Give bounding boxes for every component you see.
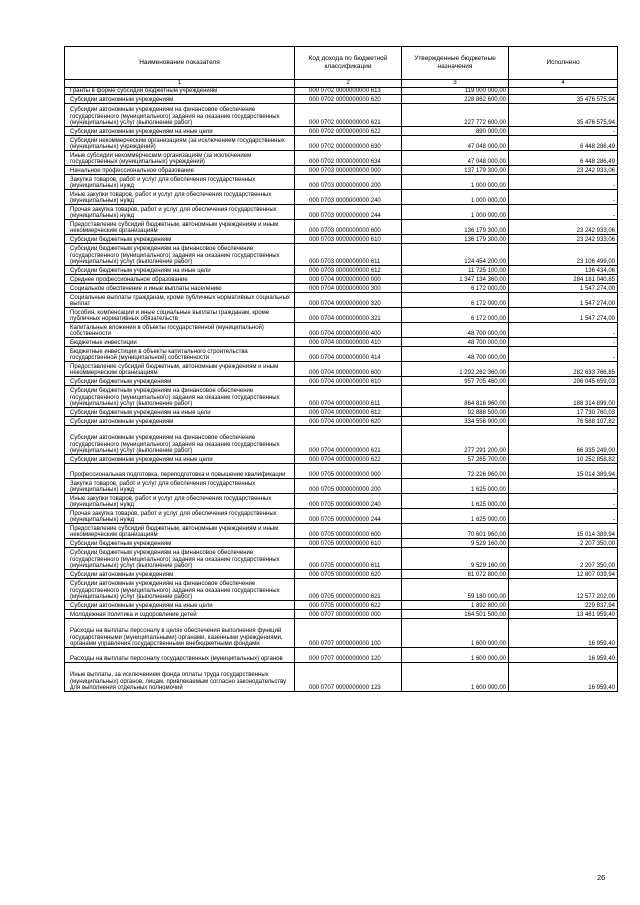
cell-code: 000 0705 0000000000 244 — [295, 509, 402, 524]
cell-done: 35 476 575,94 — [509, 104, 618, 127]
cell-code: 000 0703 0000000000 244 — [295, 205, 402, 220]
cell-plan: 47 048 000,00 — [402, 136, 509, 151]
table-row — [65, 308, 618, 323]
cell-code: 000 0705 0000000000 000 — [295, 464, 402, 479]
cell-plan: 890 000,00 — [402, 127, 509, 136]
cell-code: 000 0704 0000000000 600 — [295, 362, 402, 377]
table-row — [65, 362, 618, 377]
cell-plan: 1 000 000,00 — [402, 190, 509, 205]
cell-done: 76 588 107,82 — [509, 417, 618, 426]
cell-plan: 1 600 000,00 — [402, 619, 509, 648]
table-header-row — [65, 47, 618, 80]
cell-done: 229 837,94 — [509, 601, 618, 610]
table-row — [65, 464, 618, 479]
cell-plan: 48 700 000,00 — [402, 338, 509, 347]
cell-code: 000 0707 0000000000 123 — [295, 663, 402, 692]
cell-plan: 164 501 500,00 — [402, 610, 509, 619]
table-row — [65, 386, 618, 408]
cell-name: Иные закупки товаров, работ и услуг для обеспечения государственных (муниципальных) нужд — [65, 190, 295, 205]
table-row — [65, 127, 618, 136]
table-row — [65, 426, 618, 455]
cell-plan: 11 725 100,00 — [402, 266, 509, 275]
cell-name: Гранты в форме субсидии бюджетным учреждениям — [65, 88, 295, 95]
cell-done: 16 959,40 — [509, 663, 618, 692]
cell-code: 000 0704 0000000000 621 — [295, 426, 402, 455]
cell-plan: 61 072 800,00 — [402, 570, 509, 579]
cell-done: 15 014 389,94 — [509, 464, 618, 479]
header-done: Исполнено — [509, 47, 618, 80]
cell-name: Субсидии бюджетным учреждениям на финансовое обеспечение государственного (муниципального) задания на оказание государственных (муниципальных) услуг (выполнение работ) — [65, 386, 295, 408]
table-body — [65, 88, 618, 692]
cell-name: Предоставление субсидий бюджетным, автономным учреждениям и иным некоммерческим организациям — [65, 524, 295, 539]
table-row — [65, 136, 618, 151]
cell-code: 000 0707 0000000000 100 — [295, 619, 402, 648]
table-row — [65, 166, 618, 175]
cell-code: 000 0702 0000000000 634 — [295, 151, 402, 166]
cell-plan: 227 772 600,00 — [402, 104, 509, 127]
cell-code: 000 0705 0000000000 621 — [295, 579, 402, 601]
table-row — [65, 610, 618, 619]
cell-done: 2 207 350,00 — [509, 548, 618, 570]
table-row — [65, 190, 618, 205]
table-row — [65, 151, 618, 166]
cell-plan: 1 625 000,00 — [402, 479, 509, 494]
cell-code: 000 0707 0000000000 120 — [295, 648, 402, 663]
cell-name: Субсидии автономным учреждениям — [65, 95, 295, 104]
table-row — [65, 95, 618, 104]
column-number: 4 — [509, 80, 618, 88]
cell-code: 000 0704 0000000000 611 — [295, 386, 402, 408]
cell-done: 1 547 274,00 — [509, 293, 618, 308]
cell-name: Прочая закупка товаров, работ и услуг для обеспечения государственных (муниципальных) нужд — [65, 509, 295, 524]
cell-code: 000 0707 0000000000 000 — [295, 610, 402, 619]
cell-name: Закупка товаров, работ и услуг для обеспечения государственных (муниципальных) нужд — [65, 479, 295, 494]
header-plan: Утвержденные бюджетные назначения — [402, 47, 509, 80]
cell-code: 000 0704 0000000000 414 — [295, 347, 402, 362]
table-row — [65, 284, 618, 293]
cell-done: 6 448 286,49 — [509, 151, 618, 166]
table-row — [65, 524, 618, 539]
cell-plan: 864 816 960,00 — [402, 386, 509, 408]
table-row — [65, 539, 618, 548]
cell-name: Расходы на выплаты персоналу государственных (муниципальных) органов — [65, 648, 295, 663]
table-row — [65, 323, 618, 338]
table-row — [65, 220, 618, 235]
column-number: 1 — [65, 80, 295, 88]
cell-name: Иные закупки товаров, работ и услуг для обеспечения государственных (муниципальных) нужд — [65, 494, 295, 509]
cell-code: 000 0703 0000000000 610 — [295, 235, 402, 244]
cell-done: 136 434,06 — [509, 266, 618, 275]
cell-code: 000 0703 0000000000 200 — [295, 175, 402, 190]
cell-plan: 1 000 000,00 — [402, 175, 509, 190]
cell-name: Молодежная политика и оздоровление детей — [65, 610, 295, 619]
cell-done: 10 252 858,82 — [509, 455, 618, 464]
cell-plan: 1 625 000,00 — [402, 509, 509, 524]
cell-name: Предоставление субсидий бюджетным, автономным учреждениям и иным некоммерческим организациям — [65, 362, 295, 377]
cell-plan: 9 529 160,00 — [402, 548, 509, 570]
cell-done: - — [509, 323, 618, 338]
cell-name: Бюджетные инвестиции в объекты капитального строительства государственной (муниципальной) собственности — [65, 347, 295, 362]
cell-name: Начальное профессиональное образование — [65, 166, 295, 175]
cell-plan: 1 600 000,00 — [402, 663, 509, 692]
cell-plan: 6 172 000,00 — [402, 293, 509, 308]
cell-plan: 1 600 000,00 — [402, 648, 509, 663]
cell-done: - — [509, 479, 618, 494]
budget-execution-table — [64, 46, 618, 692]
cell-name: Субсидии автономным учреждениям на финансовое обеспечение государственного (муниципального) задания на оказание государственных (муниципальных) услуг (выполнение работ) — [65, 426, 295, 455]
table-row — [65, 408, 618, 417]
cell-plan: 48 700 000,00 — [402, 323, 509, 338]
table-row — [65, 570, 618, 579]
cell-plan: 1 000 000,00 — [402, 205, 509, 220]
cell-done: 12 807 039,94 — [509, 570, 618, 579]
cell-code: 000 0704 0000000000 622 — [295, 455, 402, 464]
cell-plan: 119 000 000,00 — [402, 88, 509, 95]
cell-name: Субсидии бюджетным учреждениям — [65, 539, 295, 548]
table-row — [65, 601, 618, 610]
cell-done: - — [509, 347, 618, 362]
cell-code: 000 0705 0000000000 610 — [295, 539, 402, 548]
cell-done: 12 577 202,00 — [509, 579, 618, 601]
header-code: Код дохода по бюджетной классификации — [295, 47, 402, 80]
cell-name: Капитальные вложения в объекты государственной (муниципальной) собственности — [65, 323, 295, 338]
cell-done: 284 181 040,85 — [509, 275, 618, 284]
cell-plan: 9 529 160,00 — [402, 539, 509, 548]
cell-plan: 1 625 000,00 — [402, 494, 509, 509]
cell-code: 000 0704 0000000000 300 — [295, 284, 402, 293]
cell-name: Субсидии бюджетным учреждениям на иные цели — [65, 266, 295, 275]
table-row — [65, 347, 618, 362]
cell-plan: 6 172 000,00 — [402, 284, 509, 293]
cell-done: - — [509, 127, 618, 136]
cell-name: Среднее профессиональное образование — [65, 275, 295, 284]
cell-plan: 136 179 300,00 — [402, 235, 509, 244]
cell-plan: 1 892 800,00 — [402, 601, 509, 610]
cell-code: 000 0705 0000000000 240 — [295, 494, 402, 509]
cell-name: Субсидии автономным учреждениям на финансовое обеспечение государственного (муниципального) задания на оказание государственных (муниципальных) услуг (выполнение работ) — [65, 104, 295, 127]
cell-code: 000 0702 0000000000 613 — [295, 88, 402, 95]
cell-code: 000 0702 0000000000 622 — [295, 127, 402, 136]
cell-plan: 92 888 500,00 — [402, 408, 509, 417]
cell-plan: 137 179 300,00 — [402, 166, 509, 175]
cell-plan: 6 172 000,00 — [402, 308, 509, 323]
table-row — [65, 235, 618, 244]
table-row — [65, 619, 618, 648]
cell-done: - — [509, 205, 618, 220]
cell-plan: 124 454 200,00 — [402, 244, 509, 266]
cell-done: 282 633 766,85 — [509, 362, 618, 377]
cell-code: 000 0703 0000000000 612 — [295, 266, 402, 275]
table-row — [65, 205, 618, 220]
cell-name: Закупка товаров, работ и услуг для обеспечения государственных (муниципальных) нужд — [65, 175, 295, 190]
cell-plan: 957 705 460,00 — [402, 377, 509, 386]
cell-code: 000 0705 0000000000 620 — [295, 570, 402, 579]
cell-done — [509, 88, 618, 95]
cell-name: Профессиональная подготовка, переподготовка и повышение квалификации — [65, 464, 295, 479]
cell-done: 6 448 286,49 — [509, 136, 618, 151]
table-row — [65, 479, 618, 494]
cell-name: Субсидии некоммерческим организациям (за исключением государственных (муниципальных) учреждений) — [65, 136, 295, 151]
cell-code: 000 0705 0000000000 611 — [295, 548, 402, 570]
cell-done: - — [509, 338, 618, 347]
cell-done: 16 959,40 — [509, 648, 618, 663]
cell-code: 000 0704 0000000000 620 — [295, 417, 402, 426]
cell-done: 1 547 274,00 — [509, 308, 618, 323]
cell-code: 000 0703 0000000000 611 — [295, 244, 402, 266]
cell-code: 000 0705 0000000000 600 — [295, 524, 402, 539]
cell-name: Расходы на выплаты персоналу в целях обеспечения выполнения функций государственными (муниципальными) органами, казенными учреждениями, органами управления государственными внебюджетными фондами — [65, 619, 295, 648]
cell-done: 66 335 249,00 — [509, 426, 618, 455]
cell-name: Субсидии автономным учреждениям на иные цели — [65, 455, 295, 464]
column-number-row — [65, 80, 618, 88]
cell-code: 000 0704 0000000000 321 — [295, 308, 402, 323]
table-row — [65, 88, 618, 95]
cell-name: Субсидии автономным учреждениям — [65, 570, 295, 579]
table-row — [65, 266, 618, 275]
table-row — [65, 244, 618, 266]
cell-name: Социальное обеспечение и иные выплаты населению — [65, 284, 295, 293]
table-row — [65, 579, 618, 601]
cell-code: 000 0704 0000000000 000 — [295, 275, 402, 284]
cell-name: Субсидии автономным учреждениям на финансовое обеспечение государственного (муниципального) задания на оказание государственных (муниципальных) услуг (выполнение работ) — [65, 579, 295, 601]
cell-plan: 1 292 262 360,00 — [402, 362, 509, 377]
cell-plan: 57 265 700,00 — [402, 455, 509, 464]
cell-plan: 334 556 900,00 — [402, 417, 509, 426]
table-row — [65, 494, 618, 509]
cell-plan: 1 347 134 360,00 — [402, 275, 509, 284]
cell-done: - — [509, 509, 618, 524]
cell-code: 000 0704 0000000000 400 — [295, 323, 402, 338]
header-name: Наименование показателя — [65, 47, 295, 80]
cell-done: 23 242 933,06 — [509, 235, 618, 244]
cell-plan: 59 180 000,00 — [402, 579, 509, 601]
cell-code: 000 0704 0000000000 610 — [295, 377, 402, 386]
cell-done: - — [509, 190, 618, 205]
table-row — [65, 663, 618, 692]
table-row — [65, 417, 618, 426]
cell-code: 000 0703 0000000000 000 — [295, 166, 402, 175]
table-row — [65, 377, 618, 386]
cell-name: Субсидии бюджетным учреждениям — [65, 377, 295, 386]
cell-name: Предоставление субсидий бюджетным, автономным учреждениям и иным некоммерческим организациям — [65, 220, 295, 235]
page-number: 26 — [597, 873, 606, 882]
cell-done: 23 242 933,06 — [509, 166, 618, 175]
cell-name: Пособия, компенсации и иные социальные выплаты гражданам, кроме публичных нормативных обязательств — [65, 308, 295, 323]
cell-code: 000 0705 0000000000 622 — [295, 601, 402, 610]
cell-plan: 70 601 960,00 — [402, 524, 509, 539]
cell-name: Иные выплаты, за исключением фонда оплаты труда государственных (муниципальных) органов, лицам, привлекаемым согласно законодательству для выполнения отдельных полномочий — [65, 663, 295, 692]
cell-done: 23 242 933,06 — [509, 220, 618, 235]
cell-name: Иные субсидии некоммерческим организациям (за исключением государственных (муниципальных) учреждений) — [65, 151, 295, 166]
cell-plan: 277 291 200,00 — [402, 426, 509, 455]
cell-name: Субсидии бюджетным учреждениям на иные цели — [65, 408, 295, 417]
cell-name: Субсидии бюджетным учреждениям на финансовое обеспечение государственного (муниципального) задания на оказание государственных (муниципальных) услуг (выполнение работ) — [65, 244, 295, 266]
cell-done: - — [509, 494, 618, 509]
table-row — [65, 338, 618, 347]
cell-name: Бюджетные инвестиции — [65, 338, 295, 347]
table-row — [65, 648, 618, 663]
cell-code: 000 0702 0000000000 630 — [295, 136, 402, 151]
table-row — [65, 293, 618, 308]
cell-done: 17 730 760,03 — [509, 408, 618, 417]
cell-code: 000 0702 0000000000 621 — [295, 104, 402, 127]
cell-code: 000 0703 0000000000 240 — [295, 190, 402, 205]
cell-done: 1 547 274,00 — [509, 284, 618, 293]
cell-done: 188 314 899,00 — [509, 386, 618, 408]
cell-name: Прочая закупка товаров, работ и услуг для обеспечения государственных (муниципальных) нужд — [65, 205, 295, 220]
cell-code: 000 0703 0000000000 600 — [295, 220, 402, 235]
cell-done: 15 014 389,94 — [509, 524, 618, 539]
cell-plan: 228 862 600,00 — [402, 95, 509, 104]
table-row — [65, 548, 618, 570]
table-row — [65, 275, 618, 284]
cell-code: 000 0704 0000000000 410 — [295, 338, 402, 347]
table-row — [65, 509, 618, 524]
cell-plan: 47 048 000,00 — [402, 151, 509, 166]
cell-code: 000 0705 0000000000 200 — [295, 479, 402, 494]
cell-name: Субсидии бюджетным учреждениям — [65, 235, 295, 244]
table-row — [65, 175, 618, 190]
cell-done: 13 461 959,40 — [509, 610, 618, 619]
cell-name: Субсидии автономным учреждениям — [65, 417, 295, 426]
budget-table-sheet — [64, 46, 617, 692]
cell-code: 000 0704 0000000000 612 — [295, 408, 402, 417]
cell-plan: 48 700 000,00 — [402, 347, 509, 362]
cell-done: 35 476 575,94 — [509, 95, 618, 104]
column-number: 2 — [295, 80, 402, 88]
column-number: 3 — [402, 80, 509, 88]
cell-name: Субсидии бюджетным учреждениям на финансовое обеспечение государственного (муниципального) задания на оказание государственных (муниципальных) услуг (выполнение работ) — [65, 548, 295, 570]
cell-done: 2 207 350,00 — [509, 539, 618, 548]
cell-done: 206 045 659,03 — [509, 377, 618, 386]
cell-done: 23 106 499,00 — [509, 244, 618, 266]
cell-name: Субсидии автономным учреждениям на иные цели — [65, 127, 295, 136]
cell-done: - — [509, 175, 618, 190]
table-row — [65, 104, 618, 127]
cell-done: 16 959,40 — [509, 619, 618, 648]
cell-plan: 136 179 300,00 — [402, 220, 509, 235]
cell-name: Социальные выплаты гражданам, кроме публичных нормативных социальных выплат — [65, 293, 295, 308]
cell-name: Субсидии автономным учреждениям на иные цели — [65, 601, 295, 610]
cell-plan: 72 226 960,00 — [402, 464, 509, 479]
table-row — [65, 455, 618, 464]
cell-code: 000 0702 0000000000 620 — [295, 95, 402, 104]
cell-code: 000 0704 0000000000 320 — [295, 293, 402, 308]
